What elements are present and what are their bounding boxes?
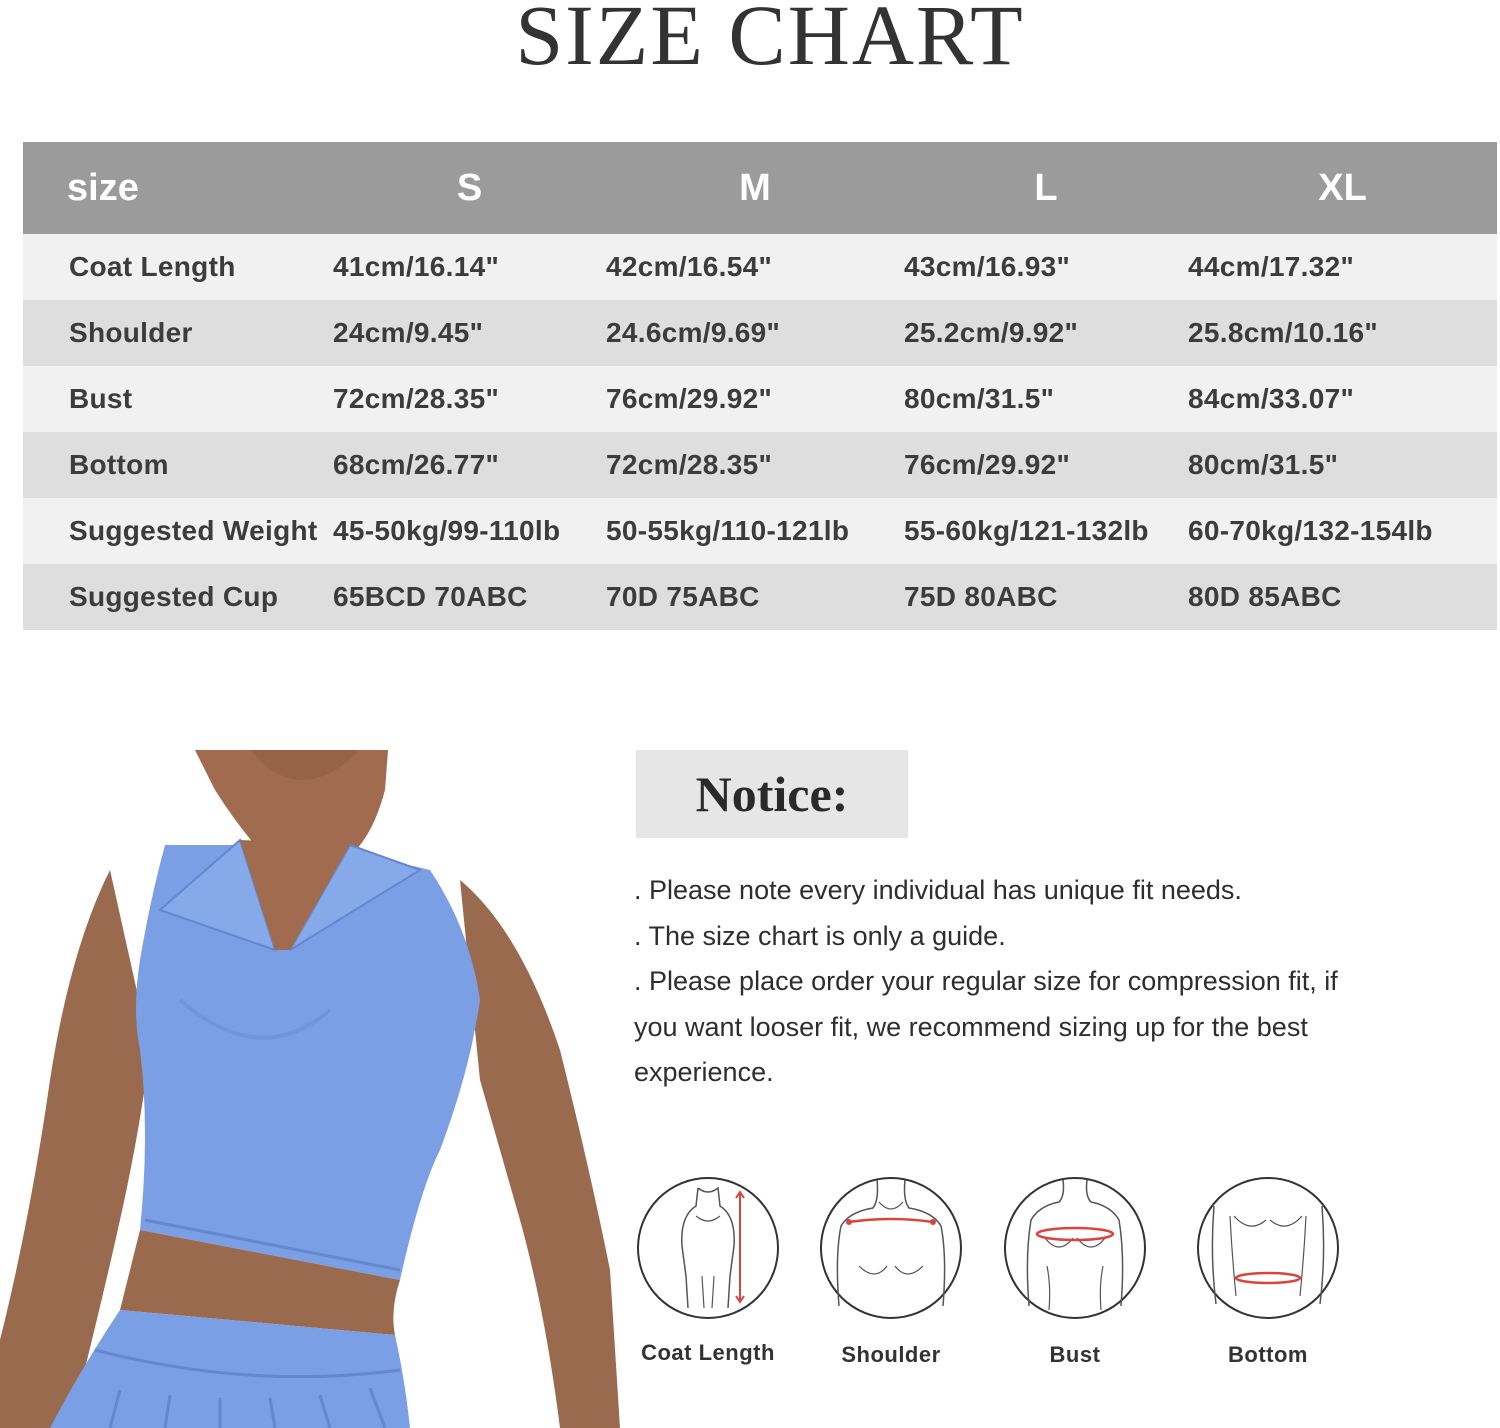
table-cell: 43cm/16.93" <box>904 234 1188 300</box>
notice-line: . Please note every individual has unique fit needs. <box>634 875 1242 905</box>
header-size: size <box>23 142 333 234</box>
row-label: Suggested Cup <box>23 564 333 630</box>
table-row <box>23 432 1497 498</box>
table-cell: 80cm/31.5" <box>904 366 1188 432</box>
notice-box <box>636 750 908 838</box>
table-cell: 70D 75ABC <box>606 564 904 630</box>
measure-bottom <box>1178 1176 1358 1368</box>
header-xl: XL <box>1188 142 1497 234</box>
measure-label: Shoulder <box>841 1342 941 1367</box>
measure-coat-length <box>618 1176 798 1366</box>
measure-bust <box>985 1176 1165 1368</box>
bust-diagram-icon <box>1003 1176 1147 1320</box>
table-cell: 25.8cm/10.16" <box>1188 300 1497 366</box>
product-photo <box>0 750 620 1428</box>
table-row <box>23 498 1497 564</box>
notice-line: . Please place order your regular size for compression fit, if <box>634 966 1338 996</box>
header-s: S <box>333 142 606 234</box>
bottom-diagram-icon <box>1196 1176 1340 1320</box>
row-label: Shoulder <box>23 300 333 366</box>
table-cell: 44cm/17.32" <box>1188 234 1497 300</box>
table-row <box>23 366 1497 432</box>
table-cell: 41cm/16.14" <box>333 234 606 300</box>
row-label: Bottom <box>23 432 333 498</box>
row-label: Suggested Weight <box>23 498 333 564</box>
table-cell: 45-50kg/99-110lb <box>333 498 606 564</box>
table-cell: 75D 80ABC <box>904 564 1188 630</box>
table-cell: 76cm/29.92" <box>904 432 1188 498</box>
table-header-row <box>23 142 1497 234</box>
page-title: SIZE CHART <box>515 0 1025 83</box>
table-cell: 25.2cm/9.92" <box>904 300 1188 366</box>
table-cell: 65BCD 70ABC <box>333 564 606 630</box>
table-cell: 24cm/9.45" <box>333 300 606 366</box>
measure-shoulder <box>801 1176 981 1368</box>
row-label: Bust <box>23 366 333 432</box>
size-table <box>23 142 1497 630</box>
notice-line: . The size chart is only a guide. <box>634 920 1006 951</box>
table-cell: 72cm/28.35" <box>333 366 606 432</box>
table-cell: 50-55kg/110-121lb <box>606 498 904 564</box>
table-cell: 55-60kg/121-132lb <box>904 498 1188 564</box>
notice-title: Notice: <box>695 766 849 822</box>
header-m: M <box>606 142 904 234</box>
measure-label: Coat Length <box>641 1340 775 1365</box>
table-cell: 76cm/29.92" <box>606 366 904 432</box>
table-cell: 80cm/31.5" <box>1188 432 1497 498</box>
shoulder-diagram-icon <box>819 1176 963 1320</box>
table-row <box>23 234 1497 300</box>
notice-line: you want looser fit, we recommend sizing up for the best <box>634 1011 1308 1042</box>
table-cell: 68cm/26.77" <box>333 432 606 498</box>
measure-label: Bust <box>1049 1342 1101 1367</box>
measure-label: Bottom <box>1228 1342 1308 1367</box>
table-cell: 24.6cm/9.69" <box>606 300 904 366</box>
table-cell: 84cm/33.07" <box>1188 366 1497 432</box>
notice-line: experience. <box>634 1057 774 1087</box>
header-l: L <box>904 142 1188 234</box>
row-label: Coat Length <box>23 234 333 300</box>
table-cell: 80D 85ABC <box>1188 564 1497 630</box>
table-row <box>23 564 1497 630</box>
notice-text <box>634 868 1474 1096</box>
table-cell: 60-70kg/132-154lb <box>1188 498 1497 564</box>
table-row <box>23 300 1497 366</box>
coat-length-diagram-icon <box>636 1176 780 1320</box>
table-cell: 42cm/16.54" <box>606 234 904 300</box>
table-cell: 72cm/28.35" <box>606 432 904 498</box>
